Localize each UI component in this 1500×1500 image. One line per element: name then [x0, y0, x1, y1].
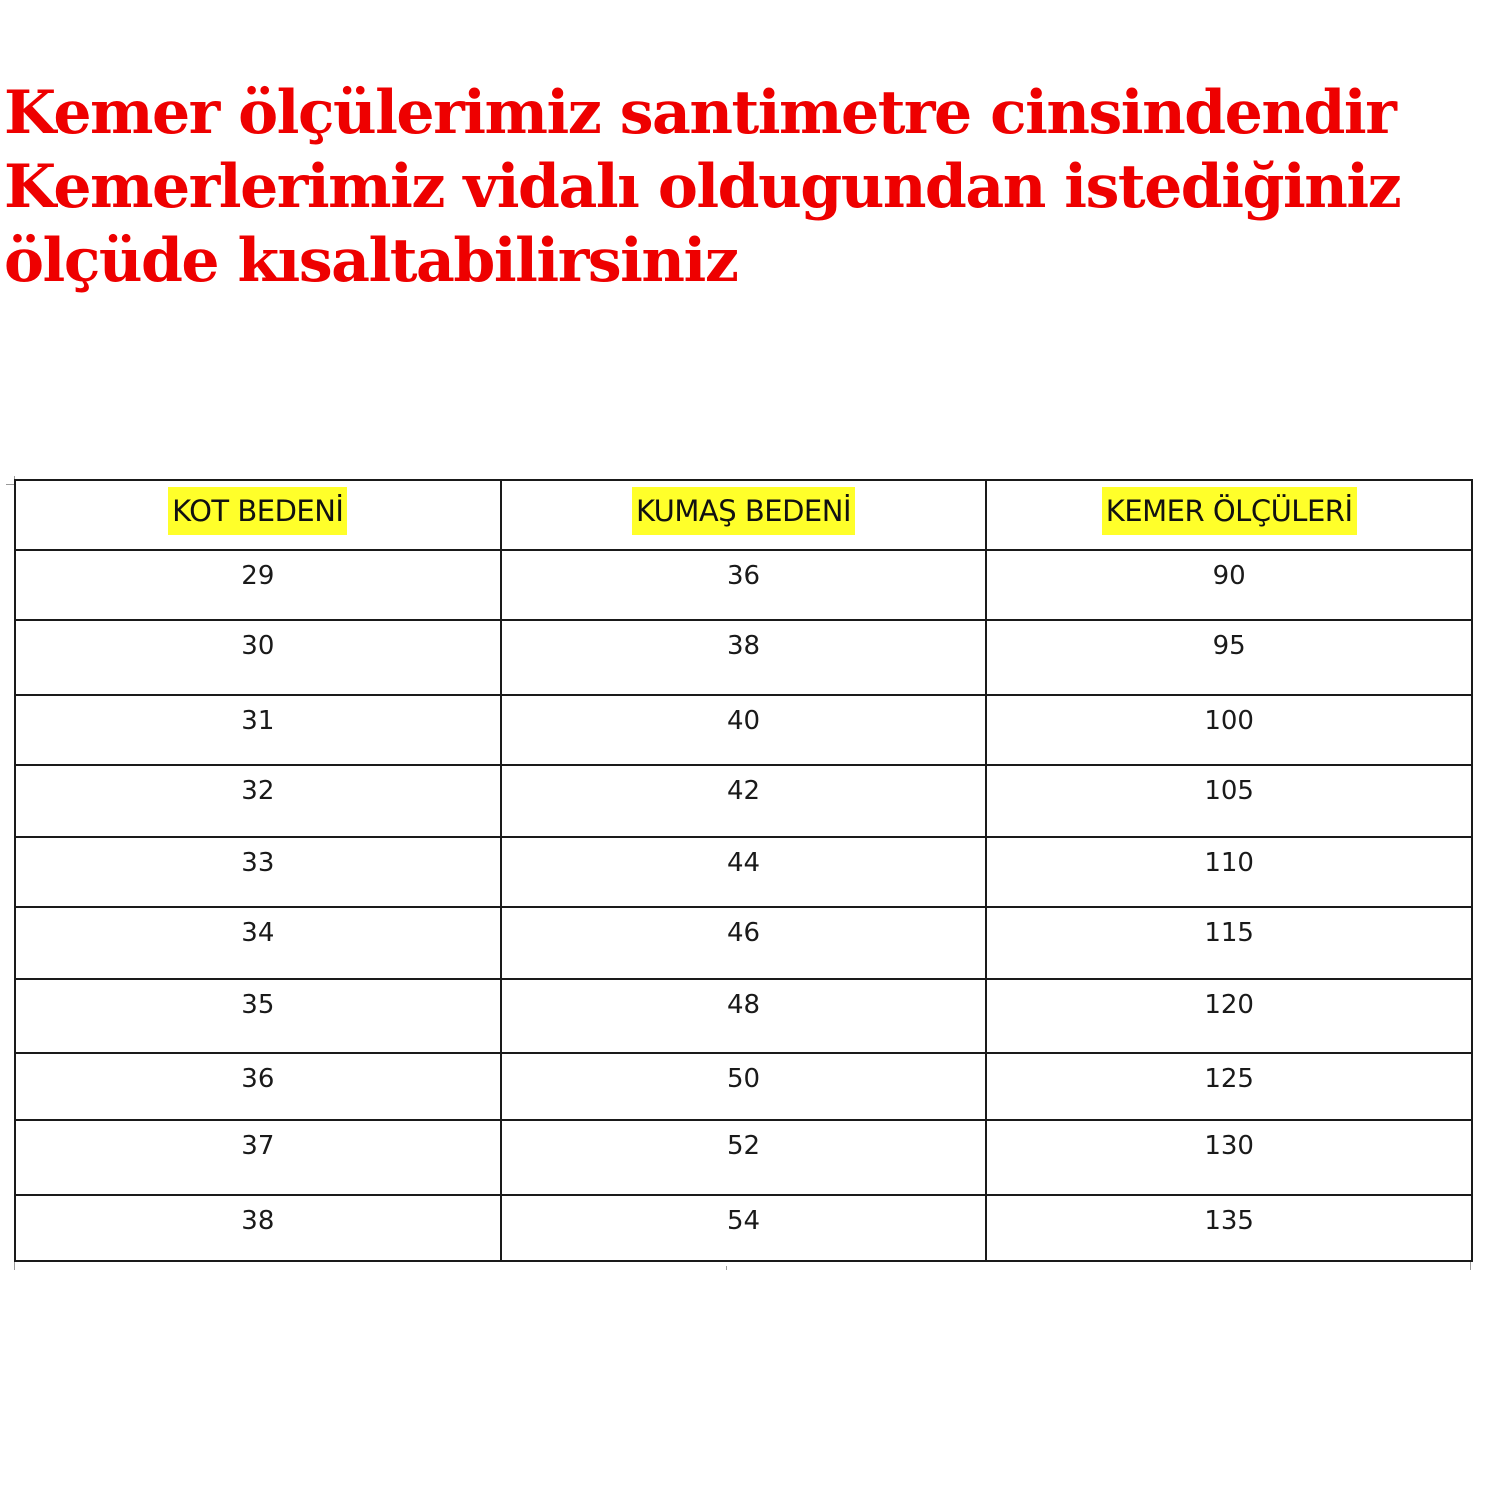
cell-belt-size: 125 [986, 1053, 1472, 1120]
cell-fabric-size: 52 [501, 1120, 987, 1195]
table-row [15, 907, 1472, 979]
notice-line-3: ölçüde kısaltabilirsiniz [4, 226, 738, 296]
header-label: KUMAŞ BEDENİ [632, 487, 855, 535]
cell-belt-size: 100 [986, 695, 1472, 765]
table-row [15, 1195, 1472, 1261]
header-fabric-size [501, 480, 987, 550]
cell-fabric-size: 42 [501, 765, 987, 837]
crop-mark [6, 1262, 15, 1270]
cell-belt-size: 110 [986, 837, 1472, 907]
table-header-row [15, 480, 1472, 550]
cell-belt-size: 135 [986, 1195, 1472, 1261]
cell-fabric-size: 40 [501, 695, 987, 765]
cell-jeans-size: 29 [15, 550, 501, 620]
cell-jeans-size: 38 [15, 1195, 501, 1261]
notice-line-1: Kemer ölçülerimiz santimetre cinsindendir [4, 78, 1396, 148]
cell-fabric-size: 44 [501, 837, 987, 907]
notice-line-2: Kemerlerimiz vidalı oldugundan istediğiniz [4, 152, 1401, 222]
table-row [15, 765, 1472, 837]
table-row [15, 1120, 1472, 1195]
cell-jeans-size: 34 [15, 907, 501, 979]
size-chart-table [14, 479, 1473, 1262]
crop-mark [726, 1266, 731, 1270]
table-row [15, 1053, 1472, 1120]
table-row [15, 979, 1472, 1053]
cell-jeans-size: 31 [15, 695, 501, 765]
cell-fabric-size: 50 [501, 1053, 987, 1120]
cell-belt-size: 95 [986, 620, 1472, 695]
header-jeans-size [15, 480, 501, 550]
cell-jeans-size: 35 [15, 979, 501, 1053]
cell-fabric-size: 54 [501, 1195, 987, 1261]
table-row [15, 837, 1472, 907]
cell-belt-size: 130 [986, 1120, 1472, 1195]
cell-fabric-size: 46 [501, 907, 987, 979]
cell-belt-size: 115 [986, 907, 1472, 979]
cell-jeans-size: 30 [15, 620, 501, 695]
table-row [15, 695, 1472, 765]
cell-belt-size: 90 [986, 550, 1472, 620]
crop-mark [1470, 1262, 1479, 1270]
cell-jeans-size: 37 [15, 1120, 501, 1195]
table-row [15, 550, 1472, 620]
header-label: KEMER ÖLÇÜLERİ [1102, 487, 1357, 535]
cell-fabric-size: 38 [501, 620, 987, 695]
table-row [15, 620, 1472, 695]
belt-size-notice [4, 76, 1494, 298]
cell-belt-size: 105 [986, 765, 1472, 837]
header-label: KOT BEDENİ [168, 487, 347, 535]
cell-jeans-size: 33 [15, 837, 501, 907]
header-belt-size [986, 480, 1472, 550]
cell-jeans-size: 32 [15, 765, 501, 837]
cell-fabric-size: 36 [501, 550, 987, 620]
cell-fabric-size: 48 [501, 979, 987, 1053]
cell-belt-size: 120 [986, 979, 1472, 1053]
cell-jeans-size: 36 [15, 1053, 501, 1120]
